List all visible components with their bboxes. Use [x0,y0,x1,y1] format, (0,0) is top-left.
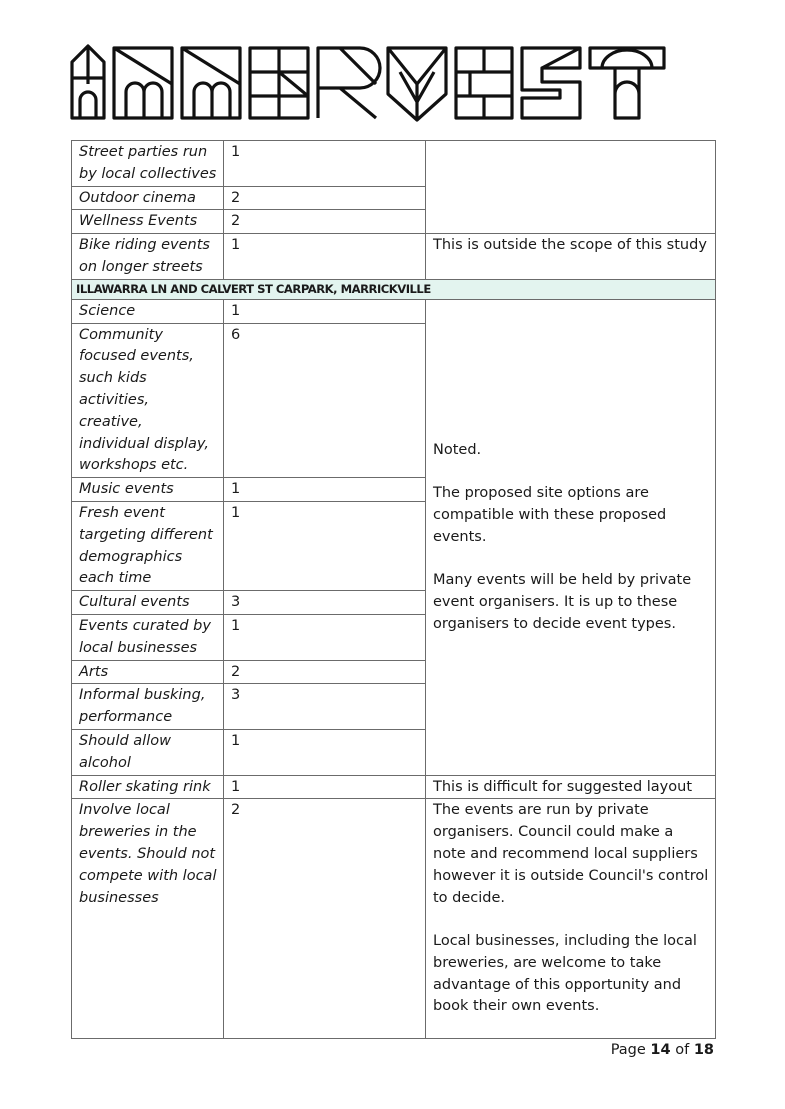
page-word: Page [610,1042,646,1058]
response-cell-empty [426,141,716,234]
count-cell: 1 [224,299,426,323]
table-row [72,299,716,323]
total-pages: 18 [693,1042,714,1058]
count-cell: 3 [224,591,426,615]
count-cell: 1 [224,775,426,799]
breweries-response-cell [426,799,716,1039]
count-cell: 6 [224,323,426,478]
table-row [72,799,716,1039]
event-cell: Bike riding events on longer streets [72,234,224,280]
merged-response-cell [426,299,716,775]
count-cell: 2 [224,186,426,210]
response-paragraph: The proposed site options are compatible with these proposed events. [433,485,667,545]
count-cell: 2 [224,660,426,684]
page-number [611,1042,714,1058]
count-cell: 1 [224,501,426,590]
section-heading: ILLAWARRA LN AND CALVERT ST CARPARK, MARRICKVILLE [72,279,716,299]
of-word: of [675,1042,690,1058]
count-cell: 2 [224,210,426,234]
event-cell: Fresh event targeting different demographics each time [72,501,224,590]
inner-west-logo [70,44,670,122]
event-cell: Involve local breweries in the events. Should not compete with local businesses [72,799,224,1039]
current-page: 14 [650,1042,671,1058]
response-cell: This is difficult for suggested layout [426,775,716,799]
response-paragraph: The events are run by private organisers. Council could make a note and recommend local suppliers however it is outside Council's control to decide. [433,802,709,906]
response-paragraph: Many events will be held by private event organisers. It is up to these organisers to decide event types. [433,572,692,632]
event-cell: Wellness Events [72,210,224,234]
count-cell: 1 [224,614,426,660]
count-cell: 1 [224,234,426,280]
table-row [72,775,716,799]
event-cell: Street parties run by local collectives [72,141,224,187]
section-heading-row [72,279,716,299]
table-row [72,141,716,187]
event-cell: Science [72,299,224,323]
event-cell: Should allow alcohol [72,729,224,775]
response-paragraph: Noted. [433,441,482,458]
count-cell: 1 [224,141,426,187]
event-cell: Music events [72,478,224,502]
event-cell: Roller skating rink [72,775,224,799]
event-cell: Events curated by local businesses [72,614,224,660]
inner-west-wordmark [70,44,670,122]
events-table [71,140,716,1039]
event-cell: Community focused events, such kids activities, creative, individual display, workshops etc. [72,323,224,478]
event-cell: Informal busking, performance [72,684,224,730]
count-cell: 1 [224,478,426,502]
table-row [72,234,716,280]
event-cell: Arts [72,660,224,684]
response-cell: This is outside the scope of this study [426,234,716,280]
response-paragraph: Local businesses, including the local breweries, are welcome to take advantage of this opportunity and book their own events. [433,933,697,1015]
count-cell: 2 [224,799,426,1039]
count-cell: 1 [224,729,426,775]
event-cell: Outdoor cinema [72,186,224,210]
event-cell: Cultural events [72,591,224,615]
count-cell: 3 [224,684,426,730]
